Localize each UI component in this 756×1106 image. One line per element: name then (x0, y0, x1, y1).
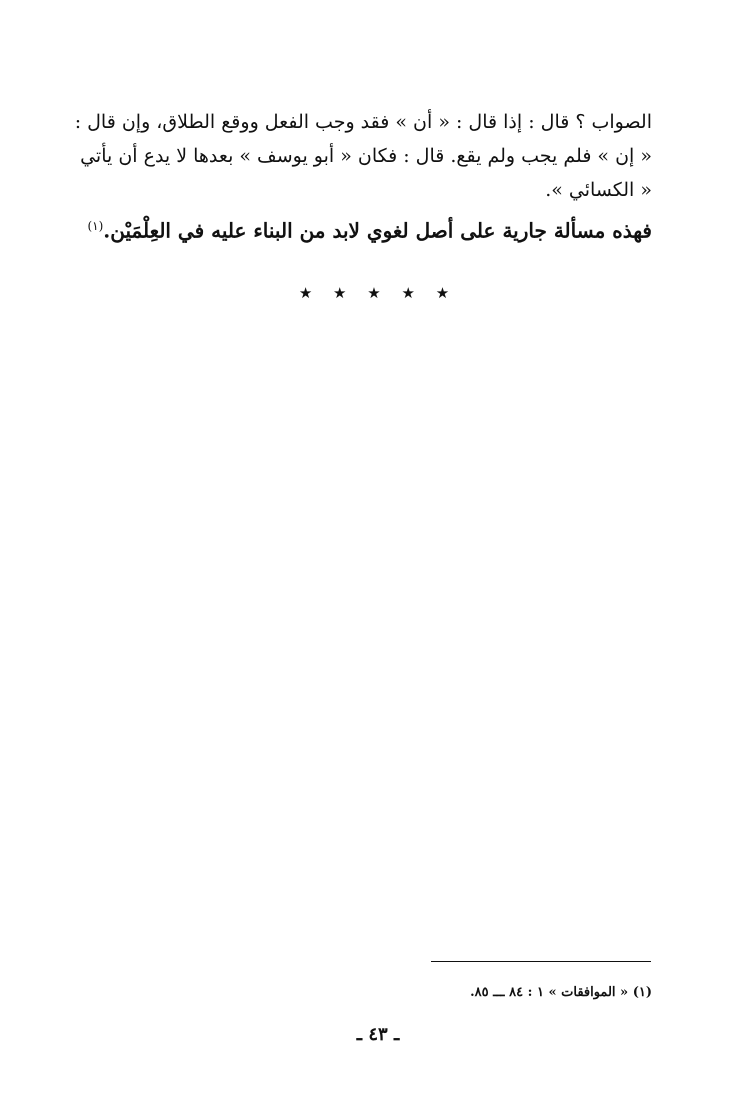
footnote-divider (431, 961, 651, 962)
text-line-2: « إن » فلم يجب ولم يقع. قال : فكان « أبو يوسف » بعدها لا يدع أن يأتي (80, 145, 652, 167)
conclusion-line (87, 209, 652, 243)
conclusion-text: فهذه مسألة جارية على أصل لغوي لابد من البناء عليه في العِلْمَيْن. (103, 218, 652, 243)
section-separator-stars: ★ ★ ★ ★ ★ (298, 284, 458, 302)
text-line-1: الصواب ؟ قال : إذا قال : « أن » فقد وجب الفعل ووقع الطلاق، وإن قال : (74, 111, 652, 133)
text-line-3: « الكسائي ». (545, 179, 652, 201)
footnote-marker[interactable]: (١) (87, 219, 104, 233)
main-text (74, 105, 652, 243)
footnote: (١) « الموافقات » ١ : ٨٤ ـــ ٨٥. (470, 985, 652, 1000)
page-number: ـ ٤٣ ـ (356, 1024, 400, 1045)
